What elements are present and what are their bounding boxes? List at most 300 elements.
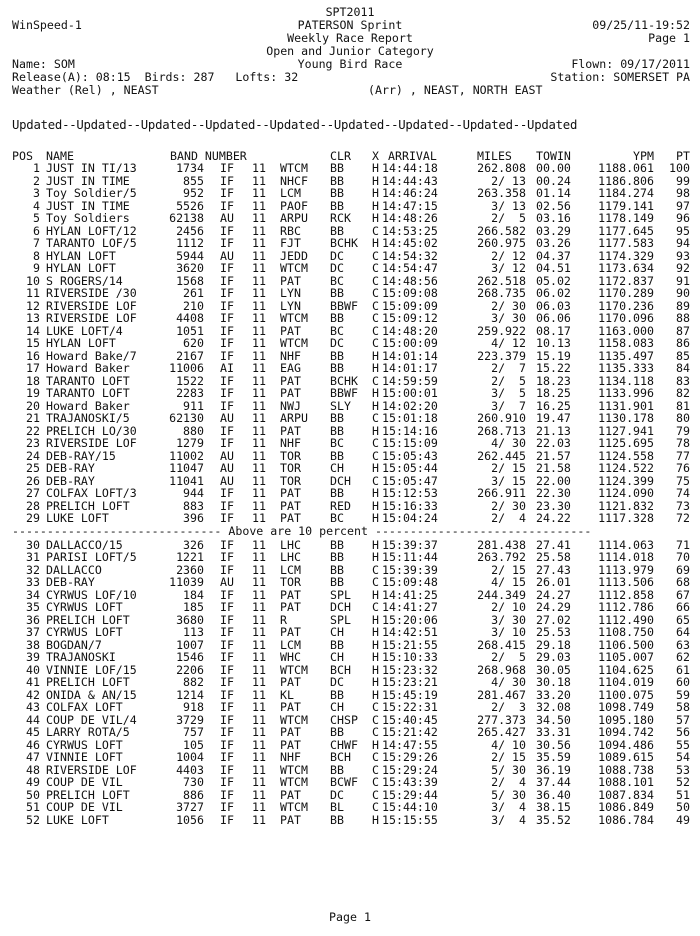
cell-band-club: PAT bbox=[280, 486, 301, 500]
table-row bbox=[0, 362, 700, 374]
cell-name: Toy Soldier/5 bbox=[46, 186, 137, 200]
cell-color: BB bbox=[330, 725, 344, 739]
cell-arrival: 15:00:09 bbox=[382, 336, 438, 350]
cell-band-org: IF bbox=[220, 161, 234, 175]
cell-pos: 42 bbox=[26, 687, 40, 702]
cell-towin: 01.14 bbox=[536, 186, 571, 200]
cell-color: BC bbox=[330, 323, 344, 338]
cell-arrival: 15:01:18 bbox=[382, 411, 438, 425]
cell-ypm: 1117.328 bbox=[598, 511, 654, 525]
cell-band-org: IF bbox=[220, 725, 234, 739]
cell-ypm: 1106.500 bbox=[598, 637, 654, 652]
cell-towin: 22.00 bbox=[536, 473, 571, 488]
cell-band-club: PAT bbox=[280, 787, 301, 802]
cell-color: DC bbox=[330, 787, 344, 802]
cell-pos: 38 bbox=[26, 637, 40, 652]
cell-pos: 50 bbox=[26, 787, 40, 802]
cell-band-number: 1112 bbox=[176, 236, 204, 250]
cell-color: BCH bbox=[330, 662, 351, 677]
table-row bbox=[0, 739, 700, 751]
cell-sex: H bbox=[372, 198, 379, 213]
cell-band-club: NHCF bbox=[280, 173, 308, 188]
cell-color: BB bbox=[330, 186, 344, 200]
cell-ypm: 1130.178 bbox=[598, 411, 654, 425]
cell-pos: 49 bbox=[26, 775, 40, 789]
cell-miles: 3/ 12 bbox=[491, 261, 526, 275]
cell-band-year: 11 bbox=[252, 550, 266, 564]
cell-band-number: 1214 bbox=[176, 687, 204, 702]
cell-name: TARANTO LOF/5 bbox=[46, 236, 137, 250]
cell-color: SPL bbox=[330, 612, 351, 627]
cell-band-org: AI bbox=[220, 361, 234, 375]
cell-band-club: PAT bbox=[280, 725, 301, 739]
cell-name: PRELICH LOFT bbox=[46, 787, 130, 802]
cell-pos: 51 bbox=[26, 800, 40, 814]
cell-sex: H bbox=[372, 587, 379, 602]
cell-band-number: 886 bbox=[183, 787, 204, 802]
cell-band-org: IF bbox=[220, 311, 234, 325]
cell-miles: 265.427 bbox=[477, 725, 526, 739]
cell-arrival: 15:23:21 bbox=[382, 675, 438, 689]
cell-band-year: 11 bbox=[252, 473, 266, 488]
cell-band-year: 11 bbox=[252, 511, 266, 525]
cell-name: JUST IN TIME bbox=[46, 198, 130, 213]
cell-ypm: 1100.075 bbox=[598, 687, 654, 702]
footer-page: Page 1 bbox=[329, 910, 371, 924]
cell-band-club: TOR bbox=[280, 448, 301, 463]
cell-band-number: 113 bbox=[183, 625, 204, 639]
cell-name: DEB-RAY bbox=[46, 575, 95, 589]
cell-sex: H bbox=[372, 498, 379, 513]
cell-band-year: 11 bbox=[252, 273, 266, 288]
cell-sex: H bbox=[372, 637, 379, 652]
cell-miles: 262.808 bbox=[477, 161, 526, 175]
table-row bbox=[0, 614, 700, 626]
cell-towin: 23.30 bbox=[536, 498, 571, 513]
cell-ypm: 1163.000 bbox=[598, 323, 654, 338]
cell-band-year: 11 bbox=[252, 762, 266, 777]
cell-pt: 69 bbox=[676, 562, 690, 577]
cell-color: BB bbox=[330, 198, 344, 213]
cell-arrival: 15:43:39 bbox=[382, 775, 438, 789]
cell-sex: H bbox=[372, 687, 379, 702]
cell-miles: 281.438 bbox=[477, 537, 526, 552]
table-row bbox=[0, 714, 700, 726]
cell-color: CH bbox=[330, 700, 344, 714]
table-row bbox=[0, 639, 700, 651]
cell-band-number: 184 bbox=[183, 587, 204, 602]
cell-pos: 52 bbox=[26, 812, 40, 827]
cell-band-org: IF bbox=[220, 800, 234, 814]
cell-band-club: PAT bbox=[280, 700, 301, 714]
table-row bbox=[0, 651, 700, 663]
cell-arrival: 15:21:42 bbox=[382, 725, 438, 739]
cell-name: TARANTO LOFT bbox=[46, 373, 130, 388]
race-type: Young Bird Race bbox=[297, 57, 403, 71]
cell-arrival: 15:22:31 bbox=[382, 700, 438, 714]
table-row bbox=[0, 275, 700, 287]
cell-band-year: 11 bbox=[252, 286, 266, 300]
table-row bbox=[0, 187, 700, 199]
cell-towin: 30.18 bbox=[536, 675, 571, 689]
cell-color: BB bbox=[330, 537, 344, 552]
cell-band-org: AU bbox=[220, 461, 234, 475]
cell-color: CHSP bbox=[330, 712, 358, 727]
cell-pos: 44 bbox=[26, 712, 40, 727]
cell-band-club: WTCM bbox=[280, 712, 308, 727]
cell-band-year: 11 bbox=[252, 423, 266, 438]
cell-arrival: 14:42:51 bbox=[382, 625, 438, 639]
ten-percent-separator bbox=[0, 525, 700, 537]
cell-towin: 21.13 bbox=[536, 423, 571, 438]
cell-band-number: 3680 bbox=[176, 612, 204, 627]
cell-band-org: IF bbox=[220, 323, 234, 338]
cell-band-org: IF bbox=[220, 261, 234, 275]
cell-band-org: IF bbox=[220, 336, 234, 350]
cell-arrival: 15:10:33 bbox=[382, 650, 438, 664]
cell-pt: 70 bbox=[676, 550, 690, 564]
cell-pos: 17 bbox=[26, 361, 40, 375]
cell-sex: C bbox=[372, 373, 379, 388]
cell-name: RIVERSIDE /30 bbox=[46, 286, 137, 300]
cell-pt: 88 bbox=[676, 311, 690, 325]
cell-name: RIVERSIDE LOF bbox=[46, 311, 137, 325]
cell-pos: 30 bbox=[26, 537, 40, 552]
cell-color: BBWF bbox=[330, 386, 358, 400]
cell-band-number: 2206 bbox=[176, 662, 204, 677]
cell-name: HYLAN LOFT bbox=[46, 336, 116, 350]
cell-band-org: IF bbox=[220, 436, 234, 450]
table-row bbox=[0, 751, 700, 763]
cell-band-club: WTCM bbox=[280, 336, 308, 350]
col-ypm: YPM bbox=[633, 149, 654, 163]
cell-band-org: IF bbox=[220, 737, 234, 752]
cell-band-org: IF bbox=[220, 687, 234, 702]
cell-miles: 3/ 13 bbox=[491, 198, 526, 213]
col-band: BAND NUMBER bbox=[170, 149, 247, 163]
cell-arrival: 15:05:44 bbox=[382, 461, 438, 475]
table-row bbox=[0, 539, 700, 551]
cell-band-club: PAT bbox=[280, 498, 301, 513]
cell-towin: 15.22 bbox=[536, 361, 571, 375]
cell-sex: H bbox=[372, 650, 379, 664]
cell-band-number: 757 bbox=[183, 725, 204, 739]
cell-towin: 06.03 bbox=[536, 298, 571, 313]
cell-towin: 18.25 bbox=[536, 386, 571, 400]
cell-miles: 259.922 bbox=[477, 323, 526, 338]
col-name: NAME bbox=[46, 149, 74, 163]
cell-name: LUKE LOFT/4 bbox=[46, 323, 123, 338]
cell-band-number: 880 bbox=[183, 423, 204, 438]
cell-pos: 47 bbox=[26, 750, 40, 764]
cell-band-org: AU bbox=[220, 411, 234, 425]
cell-pt: 64 bbox=[676, 625, 690, 639]
updated-banner: Updated--Updated--Updated--Updated--Updated--Updated--Updated--Updated--Updated bbox=[12, 118, 578, 132]
cell-arrival: 15:15:09 bbox=[382, 436, 438, 450]
cell-band-club: ARPU bbox=[280, 411, 308, 425]
cell-band-number: 1522 bbox=[176, 373, 204, 388]
cell-miles: 2/ 5 bbox=[491, 373, 526, 388]
cell-arrival: 15:05:47 bbox=[382, 473, 438, 488]
cell-towin: 00.00 bbox=[536, 161, 571, 175]
cell-towin: 36.40 bbox=[536, 787, 571, 802]
cell-sex: C bbox=[372, 725, 379, 739]
cell-miles: 2/ 15 bbox=[491, 750, 526, 764]
cell-band-year: 11 bbox=[252, 662, 266, 677]
cell-sex: C bbox=[372, 223, 379, 238]
cell-arrival: 14:01:17 bbox=[382, 361, 438, 375]
cell-band-number: 1279 bbox=[176, 436, 204, 450]
cell-band-org: IF bbox=[220, 587, 234, 602]
cell-pos: 32 bbox=[26, 562, 40, 577]
cell-name: PRELICH LOFT bbox=[46, 498, 130, 513]
cell-ypm: 1170.236 bbox=[598, 298, 654, 313]
cell-band-club: WTCM bbox=[280, 311, 308, 325]
cell-band-org: AU bbox=[220, 211, 234, 225]
cell-sex: C bbox=[372, 311, 379, 325]
cell-color: BL bbox=[330, 800, 344, 814]
cell-band-org: IF bbox=[220, 348, 234, 363]
cell-band-org: IF bbox=[220, 562, 234, 577]
cell-ypm: 1186.806 bbox=[598, 173, 654, 188]
cell-miles: 2/ 13 bbox=[491, 173, 526, 188]
cell-band-org: IF bbox=[220, 762, 234, 777]
race-code: SPT2011 bbox=[325, 5, 375, 19]
cell-band-org: IF bbox=[220, 236, 234, 250]
cell-band-year: 11 bbox=[252, 323, 266, 338]
cell-miles: 2/ 10 bbox=[491, 600, 526, 614]
cell-band-club: KL bbox=[280, 687, 294, 702]
cell-ypm: 1087.834 bbox=[598, 787, 654, 802]
cell-pos: 48 bbox=[26, 762, 40, 777]
cell-name: LUKE LOFT bbox=[46, 812, 109, 827]
cell-band-club: WHC bbox=[280, 650, 301, 664]
cell-color: CHWF bbox=[330, 737, 358, 752]
cell-color: DCH bbox=[330, 600, 351, 614]
cell-band-org: IF bbox=[220, 273, 234, 288]
race-name-label: Name: SOM bbox=[12, 57, 75, 71]
cell-pt: 53 bbox=[676, 762, 690, 777]
cell-miles: 2/ 4 bbox=[491, 775, 526, 789]
table-row bbox=[0, 350, 700, 362]
cell-band-number: 911 bbox=[183, 398, 204, 413]
cell-arrival: 15:11:44 bbox=[382, 550, 438, 564]
cell-pt: 91 bbox=[676, 273, 690, 288]
cell-ypm: 1124.090 bbox=[598, 486, 654, 500]
cell-name: JUST IN TIME bbox=[46, 173, 130, 188]
cell-name: DEB-RAY bbox=[46, 473, 95, 488]
cell-towin: 29.03 bbox=[536, 650, 571, 664]
table-row bbox=[0, 487, 700, 499]
cell-band-club: WTCM bbox=[280, 775, 308, 789]
cell-pos: 22 bbox=[26, 423, 40, 438]
cell-ypm: 1112.490 bbox=[598, 612, 654, 627]
cell-pt: 82 bbox=[676, 386, 690, 400]
weather-release: Weather (Rel) , NEAST bbox=[12, 83, 159, 97]
cell-towin: 29.18 bbox=[536, 637, 571, 652]
cell-arrival: 14:41:27 bbox=[382, 600, 438, 614]
page-footer bbox=[0, 911, 700, 923]
cell-color: BB bbox=[330, 687, 344, 702]
cell-band-year: 11 bbox=[252, 712, 266, 727]
cell-ypm: 1133.996 bbox=[598, 386, 654, 400]
cell-sex: C bbox=[372, 336, 379, 350]
cell-pos: 14 bbox=[26, 323, 40, 338]
cell-miles: 268.968 bbox=[477, 662, 526, 677]
cell-band-year: 11 bbox=[252, 562, 266, 577]
cell-sex: C bbox=[372, 762, 379, 777]
cell-band-club: PAT bbox=[280, 273, 301, 288]
col-towin: TOWIN bbox=[536, 149, 571, 163]
table-row bbox=[0, 262, 700, 274]
cell-pt: 56 bbox=[676, 725, 690, 739]
cell-band-number: 4408 bbox=[176, 311, 204, 325]
cell-miles: 4/ 15 bbox=[491, 575, 526, 589]
cell-band-number: 1221 bbox=[176, 550, 204, 564]
cell-miles: 268.713 bbox=[477, 423, 526, 438]
cell-sex: H bbox=[372, 511, 379, 525]
cell-ypm: 1105.007 bbox=[598, 650, 654, 664]
cell-towin: 16.25 bbox=[536, 398, 571, 413]
cell-towin: 25.58 bbox=[536, 550, 571, 564]
cell-band-org: IF bbox=[220, 186, 234, 200]
cell-band-org: IF bbox=[220, 600, 234, 614]
cell-ypm: 1177.583 bbox=[598, 236, 654, 250]
cell-name: S ROGERS/14 bbox=[46, 273, 123, 288]
cell-ypm: 1108.750 bbox=[598, 625, 654, 639]
cell-pt: 74 bbox=[676, 486, 690, 500]
cell-band-club: FJT bbox=[280, 236, 301, 250]
cell-band-org: IF bbox=[220, 386, 234, 400]
cell-pos: 26 bbox=[26, 473, 40, 488]
cell-pos: 40 bbox=[26, 662, 40, 677]
table-row bbox=[0, 287, 700, 299]
cell-pt: 87 bbox=[676, 323, 690, 338]
cell-arrival: 15:45:19 bbox=[382, 687, 438, 702]
table-row bbox=[0, 337, 700, 349]
cell-miles: 3/ 30 bbox=[491, 311, 526, 325]
cell-band-number: 105 bbox=[183, 737, 204, 752]
cell-color: BC bbox=[330, 273, 344, 288]
cell-arrival: 15:09:48 bbox=[382, 575, 438, 589]
cell-band-org: IF bbox=[220, 675, 234, 689]
cell-ypm: 1184.274 bbox=[598, 186, 654, 200]
cell-pos: 25 bbox=[26, 461, 40, 475]
cell-ypm: 1124.399 bbox=[598, 473, 654, 488]
cell-pt: 86 bbox=[676, 336, 690, 350]
cell-miles: 3/ 4 bbox=[491, 800, 526, 814]
cell-pt: 63 bbox=[676, 637, 690, 652]
cell-sex: C bbox=[372, 787, 379, 802]
cell-towin: 35.52 bbox=[536, 812, 571, 827]
cell-sex: C bbox=[372, 448, 379, 463]
cell-band-org: IF bbox=[220, 198, 234, 213]
col-arrival: ARRIVAL bbox=[388, 149, 437, 163]
cell-arrival: 15:14:16 bbox=[382, 423, 438, 438]
cell-color: BB bbox=[330, 286, 344, 300]
cell-miles: 244.349 bbox=[477, 587, 526, 602]
cell-name: Howard Baker bbox=[46, 361, 130, 375]
cell-pt: 76 bbox=[676, 461, 690, 475]
cell-band-number: 11039 bbox=[169, 575, 204, 589]
cell-miles: 2/ 30 bbox=[491, 498, 526, 513]
cell-band-year: 11 bbox=[252, 637, 266, 652]
cell-color: DC bbox=[330, 248, 344, 263]
cell-miles: 5/ 30 bbox=[491, 762, 526, 777]
cell-arrival: 14:44:18 bbox=[382, 161, 438, 175]
cell-band-number: 261 bbox=[183, 286, 204, 300]
cell-band-year: 11 bbox=[252, 336, 266, 350]
cell-sex: C bbox=[372, 273, 379, 288]
cell-band-club: PAT bbox=[280, 625, 301, 639]
cell-pos: 36 bbox=[26, 612, 40, 627]
cell-ypm: 1098.749 bbox=[598, 700, 654, 714]
col-clr: CLR bbox=[330, 149, 351, 163]
col-miles: MILES bbox=[477, 149, 512, 163]
cell-band-club: PAT bbox=[280, 386, 301, 400]
cell-color: BBWF bbox=[330, 298, 358, 313]
cell-miles: 262.518 bbox=[477, 273, 526, 288]
cell-band-org: AU bbox=[220, 448, 234, 463]
cell-band-number: 11041 bbox=[169, 473, 204, 488]
cell-band-year: 11 bbox=[252, 298, 266, 313]
cell-ypm: 1178.149 bbox=[598, 211, 654, 225]
cell-name: VINNIE LOFT bbox=[46, 750, 123, 764]
cell-color: RED bbox=[330, 498, 351, 513]
cell-pt: 85 bbox=[676, 348, 690, 363]
cell-towin: 30.56 bbox=[536, 737, 571, 752]
cell-band-year: 11 bbox=[252, 361, 266, 375]
cell-pt: 60 bbox=[676, 675, 690, 689]
table-row bbox=[0, 776, 700, 788]
table-row bbox=[0, 437, 700, 449]
cell-arrival: 14:47:55 bbox=[382, 737, 438, 752]
cell-band-org: IF bbox=[220, 373, 234, 388]
cell-pt: 78 bbox=[676, 436, 690, 450]
cell-band-club: LCM bbox=[280, 562, 301, 577]
cell-pos: 46 bbox=[26, 737, 40, 752]
cell-band-number: 1004 bbox=[176, 750, 204, 764]
cell-band-org: AU bbox=[220, 473, 234, 488]
table-row bbox=[0, 387, 700, 399]
cell-towin: 06.06 bbox=[536, 311, 571, 325]
cell-ypm: 1094.486 bbox=[598, 737, 654, 752]
cell-band-number: 326 bbox=[183, 537, 204, 552]
cell-band-year: 11 bbox=[252, 675, 266, 689]
cell-miles: 3/ 30 bbox=[491, 612, 526, 627]
table-row bbox=[0, 212, 700, 224]
cell-ypm: 1104.019 bbox=[598, 675, 654, 689]
cell-pt: 77 bbox=[676, 448, 690, 463]
report-category: Open and Junior Category bbox=[266, 44, 434, 58]
cell-name: CYRWUS LOFT bbox=[46, 600, 123, 614]
cell-color: BB bbox=[330, 348, 344, 363]
cell-band-org: IF bbox=[220, 637, 234, 652]
cell-miles: 268.735 bbox=[477, 286, 526, 300]
cell-band-club: PAOF bbox=[280, 198, 308, 213]
cell-name: HYLAN LOFT bbox=[46, 261, 116, 275]
cell-ypm: 1088.101 bbox=[598, 775, 654, 789]
cell-band-club: WTCM bbox=[280, 662, 308, 677]
cell-miles: 266.582 bbox=[477, 223, 526, 238]
cell-ypm: 1135.333 bbox=[598, 361, 654, 375]
cell-band-year: 11 bbox=[252, 700, 266, 714]
table-row bbox=[0, 589, 700, 601]
cell-name: Toy Soldiers bbox=[46, 211, 130, 225]
cell-band-number: 62138 bbox=[169, 211, 204, 225]
cell-name: BOGDAN/7 bbox=[46, 637, 102, 652]
cell-pos: 21 bbox=[26, 411, 40, 425]
